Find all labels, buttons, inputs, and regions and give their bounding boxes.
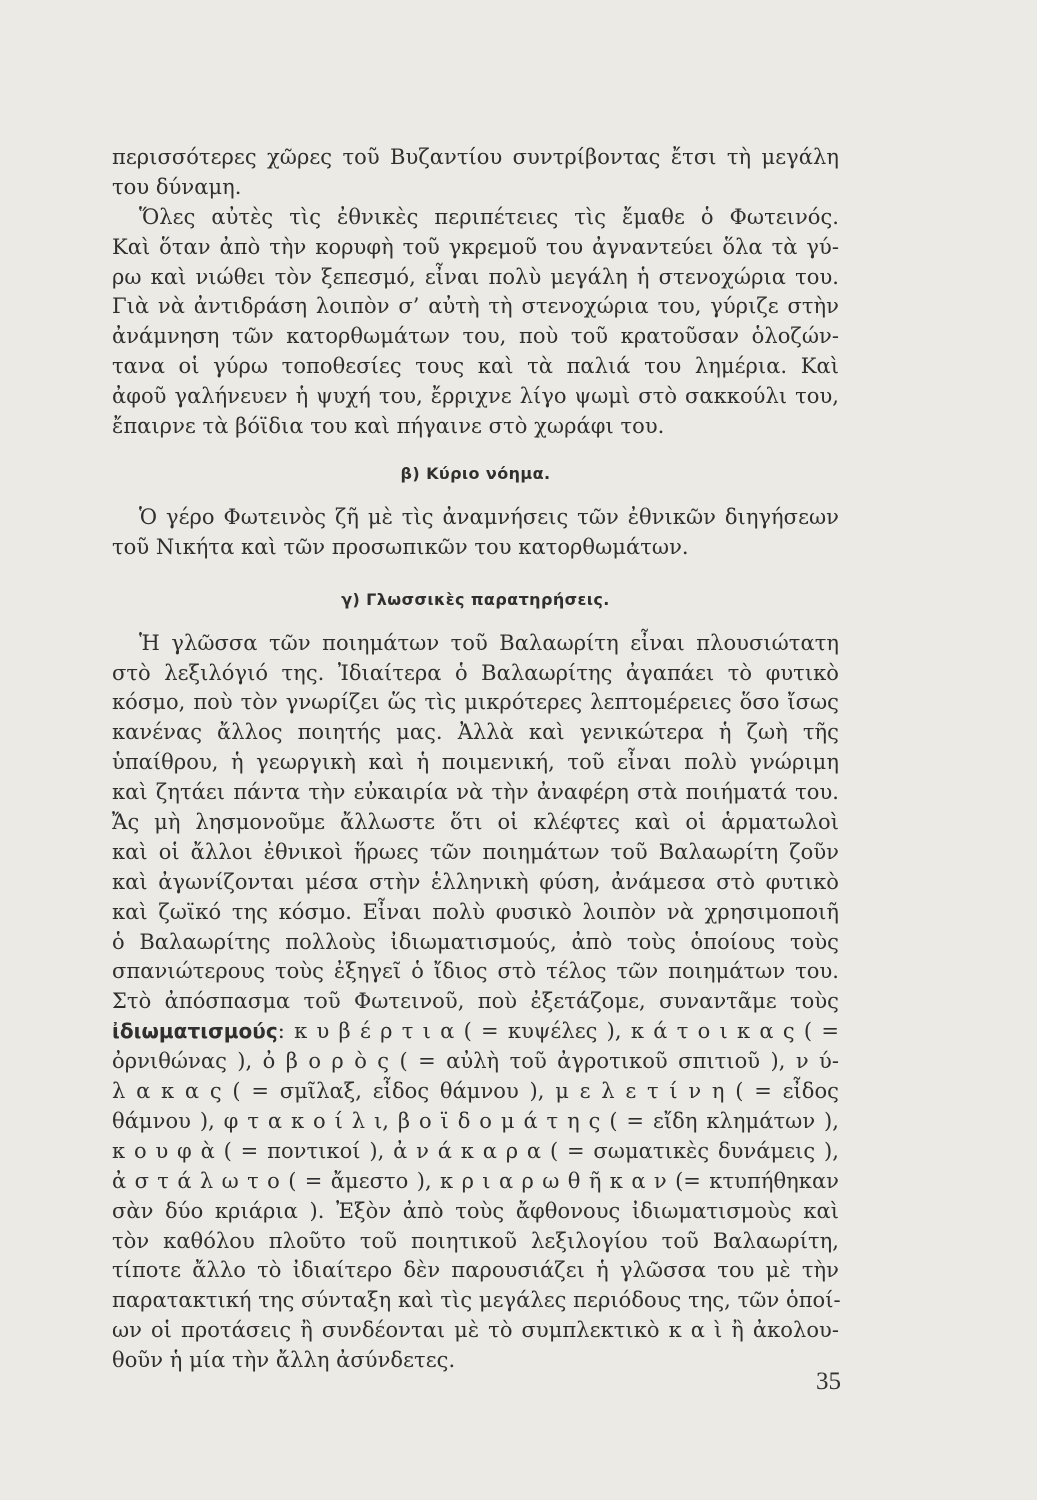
- text-line: καὶ ζητάει πάντα τὴν εὐκαιρία νὰ τὴν ἀναφέρη στὰ ποιήματά του.: [112, 780, 839, 805]
- text-line: κ ο υ φ ὰ ( = ποντικοί ), ἀ ν ά κ α ρ α ( = σωματικὲς δυνάμεις ),: [112, 1138, 839, 1163]
- text-line: ἔπαιρνε τὰ βόϊδια του καὶ πήγαινε στὸ χωράφι του.: [112, 414, 665, 439]
- text-line: στὸ λεξιλόγιό της. Ἰδιαίτερα ὁ Βαλαωρίτης ἀγαπάει τὸ φυτικὸ: [112, 660, 839, 685]
- text-line: Ὁ γέρο Φωτεινὸς ζῆ μὲ τὶς ἀναμνήσεις τῶν ἐθνικῶν διηγήσεων: [139, 504, 839, 529]
- text-line: θάμνου ), φ τ α κ ο ί λ ι, β ο ϊ δ ο μ ά τ η ς ( = εἴδη κλημάτων ),: [112, 1108, 839, 1133]
- text-line: ἀφοῦ γαλήνευεν ἡ ψυχή του, ἔρριχνε λίγο ψωμὶ στὸ σακκούλι του,: [112, 384, 839, 409]
- idiom-list-start: : κ υ β έ ρ τ ι α ( = κυψέλες ), κ ά τ ο ι κ α ς ( =: [277, 1019, 839, 1044]
- text-line: του δύναμη.: [112, 174, 242, 199]
- text-line: τανα οἱ γύρω τοποθεσίες τους καὶ τὰ παλιά του λημέρια. Καὶ: [112, 354, 839, 379]
- idiom-line: [112, 1017, 839, 1047]
- text-line: θοῦν ἡ μία τὴν ἄλλη ἀσύνδετες.: [112, 1348, 456, 1373]
- idiom-term: ἰδιωματισμούς: [112, 1019, 278, 1044]
- text-line: τὸν καθόλου πλοῦτο τοῦ ποιητικοῦ λεξιλογίου τοῦ Βαλαωρίτη,: [112, 1228, 839, 1253]
- text-line: κόσμο, ποὺ τὸν γνωρίζει ὥς τὶς μικρότερες λεπτομέρειες ὅσο ἴσως: [112, 690, 839, 715]
- text-line: σπανιώτερους τοὺς ἐξηγεῖ ὁ ἴδιος στὸ τέλος τῶν ποιημάτων του.: [112, 959, 839, 984]
- text-line: τίποτε ἄλλο τὸ ἰδιαίτερο δὲν παρουσιάζει ἡ γλῶσσα του μὲ τὴν: [112, 1258, 839, 1283]
- text-line: Ἄς μὴ λησμονοῦμε ἄλλωστε ὅτι οἱ κλέφτες καὶ οἱ ἁρματωλοὶ: [112, 810, 839, 835]
- page-number: 35: [816, 1368, 841, 1395]
- text-body: [112, 143, 839, 1376]
- text-line: τοῦ Νικήτα καὶ τῶν προσωπικῶν του κατορθωμάτων.: [112, 534, 689, 559]
- text-line: Στὸ ἀπόσπασμα τοῦ Φωτεινοῦ, ποὺ ἐξετάζομε, συναντᾶμε τοὺς: [112, 989, 839, 1014]
- text-line: περισσότερες χῶρες τοῦ Βυζαντίου συντρίβοντας ἔτσι τὴ μεγάλη: [112, 145, 839, 169]
- text-line: ρω καὶ νιώθει τὸν ξεπεσμό, εἶναι πολὺ μεγάλη ἡ στενοχώρια του.: [112, 264, 839, 289]
- section-heading-main-idea: β) Κύριο νόημα.: [400, 463, 551, 483]
- text-line: Καὶ ὅταν ἀπὸ τὴν κορυφὴ τοῦ γκρεμοῦ του ἀγναντεύει ὅλα τὰ γύ-: [112, 234, 839, 259]
- text-line: Ὅλες αὐτὲς τὶς ἐθνικὲς περιπέτειες τὶς ἔμαθε ὁ Φωτεινός.: [139, 204, 839, 229]
- section-heading-language-notes: γ) Γλωσσικὲς παρατηρήσεις.: [341, 589, 610, 609]
- text-line: καὶ ἀγωνίζονται μέσα στὴν ἑλληνικὴ φύση, ἀνάμεσα στὸ φυτικὸ: [112, 869, 839, 894]
- text-line: ἀ σ τ ά λ ω τ ο ( = ἄμεστο ), κ ρ ι α ρ ω θ ῆ κ α ν (= κτυπήθηκαν: [112, 1168, 839, 1193]
- text-line: παρατακτική της σύνταξη καὶ τὶς μεγάλες περιόδους της, τῶν ὁποί-: [112, 1288, 841, 1313]
- text-line: ἀνάμνηση τῶν κατορθωμάτων του, ποὺ τοῦ κρατοῦσαν ὁλοζών-: [112, 324, 839, 349]
- text-line: λ α κ α ς ( = σμῖλαξ, εἶδος θάμνου ), μ ε λ ε τ ί ν η ( = εἶδος: [112, 1079, 839, 1104]
- text-line: κανένας ἄλλος ποιητής μας. Ἀλλὰ καὶ γενικώτερα ἡ ζωὴ τῆς: [112, 720, 839, 745]
- text-line: σὰν δύο κριάρια ). Ἐξὸν ἀπὸ τοὺς ἄφθονους ἰδιωματισμοὺς καὶ: [112, 1198, 839, 1223]
- text-line: ων οἱ προτάσεις ἢ συνδέονται μὲ τὸ συμπλεκτικὸ κ α ὶ ἢ ἀκολου-: [112, 1318, 839, 1343]
- text-line: ὀρνιθώνας ), ὀ β ο ρ ὸ ς ( = αὐλὴ τοῦ ἀγροτικοῦ σπιτιοῦ ), ν ύ-: [112, 1049, 839, 1074]
- text-line: καὶ οἱ ἄλλοι ἐθνικοὶ ἥρωες τῶν ποιημάτων τοῦ Βαλαωρίτη ζοῦν: [112, 839, 839, 864]
- text-line: καὶ ζωϊκό της κόσμο. Εἶναι πολὺ φυσικὸ λοιπὸν νὰ χρησιμοποιῆ: [112, 899, 839, 924]
- text-line: Γιὰ νὰ ἀντιδράση λοιπὸν σ’ αὐτὴ τὴ στενοχώρια του, γύριζε στὴν: [112, 294, 839, 319]
- text-line: Ἡ γλῶσσα τῶν ποιημάτων τοῦ Βαλαωρίτη εἶναι πλουσιώτατη: [139, 630, 839, 655]
- text-line: ὑπαίθρου, ἡ γεωργικὴ καὶ ἡ ποιμενική, τοῦ εἶναι πολὺ γνώριμη: [112, 750, 839, 775]
- text-line: ὁ Βαλαωρίτης πολλοὺς ἰδιωματισμούς, ἀπὸ τοὺς ὁποίους τοὺς: [112, 929, 839, 954]
